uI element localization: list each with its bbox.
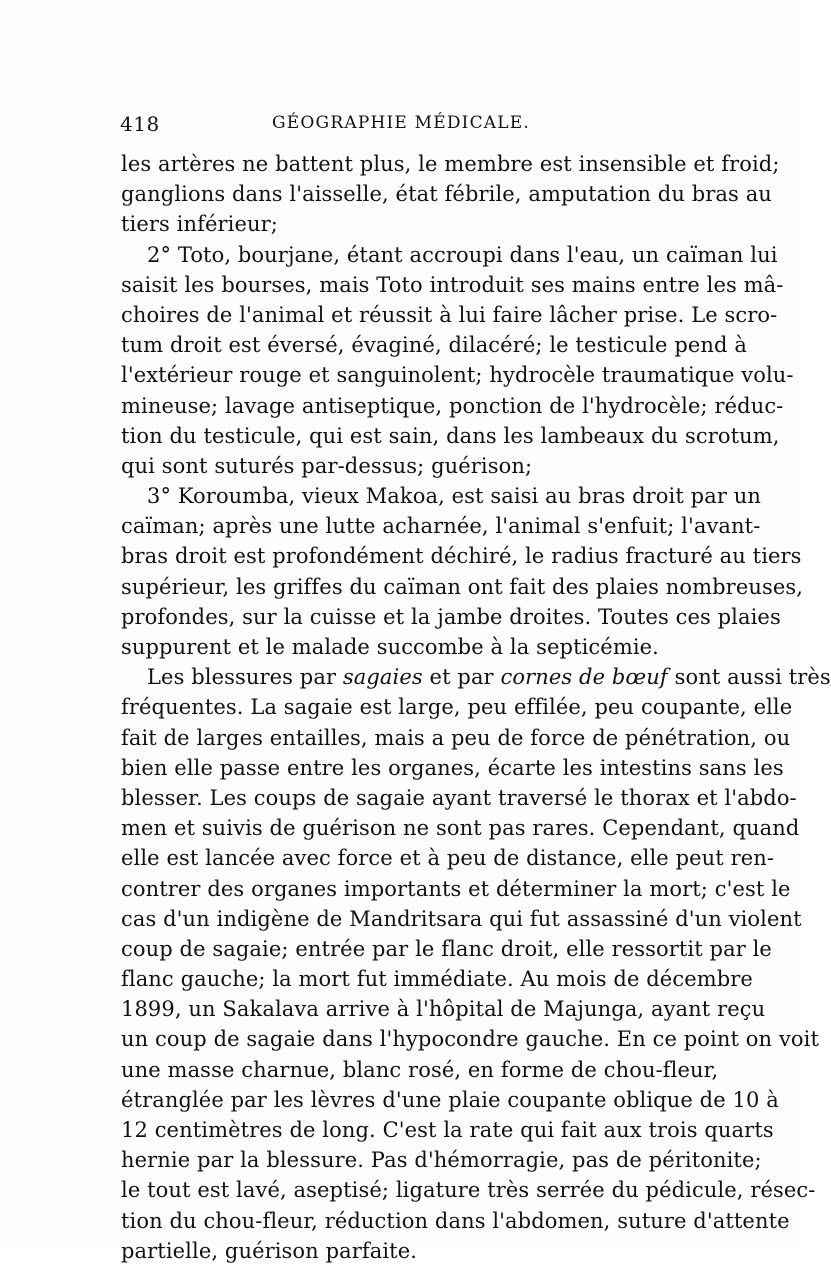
page-number: 418 [120, 112, 160, 136]
text-line: bras droit est profondément déchiré, le radius fracturé au tiers [121, 544, 802, 569]
text-line: fréquentes. La sagaie est large, peu effilée, peu coupante, elle [121, 695, 793, 720]
text-line: flanc gauche; la mort fut immédiate. Au mois de décembre [121, 967, 753, 992]
text-line: 3° Koroumba, vieux Makoa, est saisi au bras droit par un [147, 484, 762, 509]
text-line: partielle, guérison parfaite. [121, 1238, 418, 1263]
text-line: étranglée par les lèvres d'une plaie coupante oblique de 10 à [121, 1087, 779, 1112]
text-line: men et suivis de guérison ne sont pas rares. Cependant, quand [121, 816, 800, 841]
text-line: 12 centimètres de long. C'est la rate qui fait aux trois quarts [121, 1118, 774, 1142]
text-line: le tout est lavé, aseptisé; ligature très serrée du pédicule, résec- [121, 1178, 816, 1203]
text-line: coup de sagaie; entrée par le flanc droit, elle ressortit par le [121, 936, 772, 961]
text-line: tiers inférieur; [121, 212, 278, 237]
text-line: tion du chou-fleur, réduction dans l'abdomen, suture d'attente [121, 1208, 790, 1233]
running-title: GÉOGRAPHIE MÉDICALE. [272, 113, 530, 133]
text-line: 2° Toto, bourjane, étant accroupi dans l'eau, un caïman lui [147, 242, 778, 267]
text-line: une masse charnue, blanc rosé, en forme de chou-fleur, [121, 1057, 719, 1082]
text-line: bien elle passe entre les organes, écarte les intestins sans les [121, 755, 784, 780]
text-line: qui sont suturés par-dessus; guérison; [121, 453, 533, 478]
text-line: l'extérieur rouge et sanguinolent; hydrocèle traumatique volu- [121, 363, 794, 388]
text-line: un coup de sagaie dans l'hypocondre gauche. En ce point on voit [121, 1027, 820, 1052]
italic-term-sagaies: sagaies [342, 665, 423, 690]
text-line: suppurent et le malade succombe à la septicémie. [121, 635, 659, 659]
text-line: les artères ne battent plus, le membre est insensible et froid; [121, 152, 780, 176]
text-line: tion du testicule, qui est sain, dans les lambeaux du scrotum, [121, 423, 780, 448]
text-line: elle est lancée avec force et à peu de distance, elle peut ren- [121, 846, 775, 871]
text-line: caïman; après une lutte acharnée, l'animal s'enfuit; l'avant- [121, 514, 761, 539]
text-line: saisit les bourses, mais Toto introduit ses mains entre les mâ- [121, 272, 784, 297]
body-text [121, 149, 831, 1266]
text-line: contrer des organes importants et déterminer la mort; c'est le [121, 876, 791, 901]
text-line-with-italics [121, 662, 831, 692]
text-run: sont aussi très [667, 665, 831, 690]
text-line: fait de larges entailles, mais a peu de force de pénétration, ou [121, 725, 791, 750]
text-line: 1899, un Sakalava arrive à l'hôpital de Majunga, ayant reçu [121, 997, 766, 1022]
page-header [120, 112, 682, 142]
text-line: mineuse; lavage antiseptique, ponction de l'hydrocèle; réduc- [121, 393, 784, 418]
text-line: blesser. Les coups de sagaie ayant traversé le thorax et l'abdo- [121, 785, 797, 810]
text-line: hernie par la blessure. Pas d'hémorragie, pas de péritonite; [121, 1148, 762, 1173]
text-line: profondes, sur la cuisse et la jambe droites. Toutes ces plaies [121, 604, 781, 629]
text-line: supérieur, les griffes du caïman ont fait des plaies nombreuses, [121, 574, 804, 599]
text-run: Les blessures par [147, 665, 343, 690]
text-line: choires de l'animal et réussit à lui faire lâcher prise. Le scro- [121, 302, 778, 327]
text-run: et par [422, 665, 501, 690]
text-line: cas d'un indigène de Mandritsara qui fut assassiné d'un violent [121, 906, 802, 931]
text-line: tum droit est éversé, évaginé, dilacéré; le testicule pend à [121, 333, 747, 358]
text-line: ganglions dans l'aisselle, état fébrile, amputation du bras au [121, 182, 772, 207]
italic-term-cornes-de-boeuf: cornes de bœuf [500, 665, 668, 690]
